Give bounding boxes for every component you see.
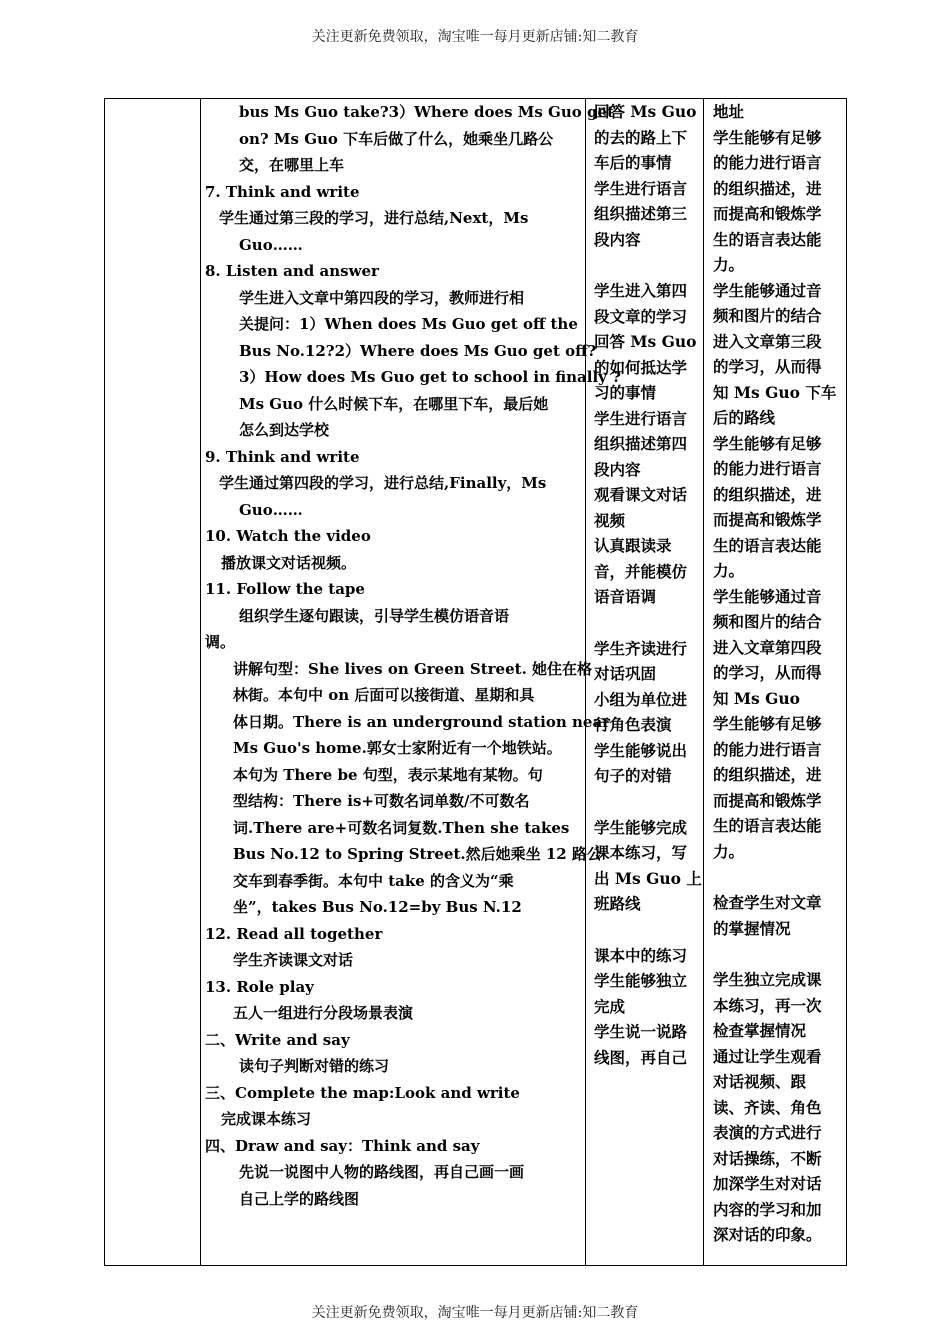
design-intent-line: 的能力进行语言: [713, 739, 822, 759]
design-intent-line: 学生能够有足够: [713, 127, 822, 147]
student-activity-line: 完成: [594, 996, 626, 1016]
design-intent-line: 频和图片的结合: [713, 306, 822, 325]
design-intent-line: 进入文章第三段: [713, 331, 822, 351]
student-activity-line: 课本练习，写: [594, 843, 688, 862]
step-heading: 10. Watch the video: [205, 527, 371, 545]
student-activity-line: 车后的事情: [594, 153, 672, 172]
design-intent-line: 学生独立完成课: [713, 970, 822, 989]
process-line: on? Ms Guo 下车后做了什么，她乘坐几路公: [239, 129, 554, 148]
design-intent-line: 的组织描述，进: [713, 178, 822, 198]
student-activity-line: 组织描述第四: [594, 434, 688, 453]
student-activity-line-spacer: [594, 789, 699, 815]
process-line: bus Ms Guo take?3）Where does Ms Guo get: [239, 103, 614, 121]
design-intent-line: 加深学生对对话: [713, 1174, 822, 1193]
design-intent-line-spacer: [713, 864, 842, 890]
stage-cell: [105, 99, 201, 1266]
design-intent-line: 学生能够通过音: [713, 280, 822, 300]
design-intent-line: 的能力进行语言: [713, 459, 822, 478]
student-activity-line: 学生能够完成: [594, 817, 688, 837]
step-heading: 四、Draw and say：Think and say: [205, 1136, 480, 1155]
design-intent-line: 的学习，从而得: [713, 357, 822, 376]
student-activity-line-spacer: [594, 252, 699, 278]
student-activity-line: 音，并能模仿: [594, 561, 688, 581]
student-activity-line: 的去的路上下: [594, 127, 688, 147]
student-activity-line: 的如何抵达学: [594, 357, 688, 377]
design-intent-line: 生的语言表达能: [713, 816, 822, 835]
design-intent-line: 对话视频、跟: [713, 1072, 807, 1091]
design-intent-line: 知 Ms Guo: [713, 688, 801, 708]
student-activity-line: 视频: [594, 510, 626, 530]
design-intent-line: 的组织描述，进: [713, 765, 822, 784]
design-intent-line: 学生能够有足够: [713, 714, 822, 733]
process-line: Guo……: [239, 500, 303, 519]
step-heading: 13. Role play: [205, 977, 314, 996]
student-activity-line: 班路线: [594, 894, 641, 913]
process-line: Guo……: [239, 235, 303, 254]
design-intent-line: 的组织描述，进: [713, 484, 822, 504]
student-activity-line: 段内容: [594, 229, 641, 249]
student-activity-line: 语音语调: [594, 587, 657, 606]
design-intent-line: 力。: [713, 255, 745, 274]
process-line: 读句子判断对错的练习: [239, 1057, 390, 1075]
process-line: Ms Guo 什么时候下车，在哪里下车，最后她: [239, 394, 549, 413]
student-activity-line: 认真跟读录: [594, 536, 672, 555]
design-intent-line: 频和图片的结合: [713, 612, 822, 631]
student-activity-line: 句子的对错: [594, 766, 672, 785]
process-line: 型结构：There is+可数名词单数/不可数名: [233, 792, 530, 810]
process-line: 词.There are+可数名词复数.Then she takes: [233, 818, 570, 837]
page-header: 关注更新免费领取，淘宝唯一每月更新店铺:知二教育: [311, 29, 639, 45]
process-line: Bus No.12 to Spring Street.然后她乘坐 12 路公: [233, 845, 602, 863]
design-intent-line: 而提高和锻炼学: [713, 510, 822, 529]
design-intent-line: 而提高和锻炼学: [713, 790, 822, 810]
student-activity-line: 学生能够独立: [594, 971, 688, 990]
design-intent-line: 后的路线: [713, 408, 776, 427]
process-line: 学生齐读课文对话: [233, 951, 354, 969]
student-activity-line: 学生齐读进行: [594, 638, 688, 658]
design-intent-line: 而提高和锻炼学: [713, 204, 822, 223]
student-activity-cell: [586, 99, 704, 1266]
step-heading: 二、Write and say: [205, 1030, 350, 1049]
design-intent-line: 生的语言表达能: [713, 229, 822, 249]
student-activity-line: 学生进行语言: [594, 178, 688, 198]
student-activity-line: 出 Ms Guo 上: [594, 868, 702, 888]
student-activity-line: 回答 Ms Guo: [594, 332, 697, 351]
step-heading: 9. Think and write: [205, 447, 360, 466]
design-intent-line: 生的语言表达能: [713, 535, 822, 555]
design-intent-line: 的能力进行语言: [713, 153, 822, 172]
design-intent-line: 学生能够有足够: [713, 433, 822, 453]
process-line: Ms Guo's home.郭女士家附近有一个地铁站。: [233, 739, 562, 757]
student-activity-line: 对话巩固: [594, 664, 657, 683]
lesson-table: [104, 98, 847, 1266]
process-line: 五人一组进行分段场景表演: [233, 1004, 414, 1022]
process-line: 完成课本练习: [221, 1110, 312, 1128]
design-intent-line: 检查学生对文章: [713, 893, 822, 912]
process-line: 学生进入文章中第四段的学习，教师进行相: [239, 288, 525, 307]
step-heading: 7. Think and write: [205, 182, 360, 201]
design-intent-line: 力。: [713, 561, 745, 580]
student-activity-line: 学生说一说路: [594, 1022, 688, 1041]
design-intent-cell: [704, 99, 847, 1266]
design-intent-line: 地址: [713, 102, 745, 121]
student-activity-line: 回答 Ms Guo: [594, 102, 697, 121]
process-line: 体日期。There is an underground station near: [233, 712, 611, 731]
process-line: 学生通过第三段的学习，进行总结,Next，Ms: [219, 209, 529, 227]
process-line: 调。: [205, 633, 236, 651]
process-line: 组织学生逐句跟读，引导学生模仿语音语: [239, 606, 510, 625]
student-activity-line: 段文章的学习: [594, 306, 688, 326]
student-activity-line: 观看课文对话: [594, 485, 688, 504]
student-activity-line: 行角色表演: [594, 715, 672, 734]
process-line: 交车到春季街。本句中 take 的含义为“乘: [233, 871, 514, 890]
step-heading: 11. Follow the tape: [205, 580, 365, 598]
design-intent-line: 进入文章第四段: [713, 637, 822, 657]
student-activity-line: 学生能够说出: [594, 740, 688, 760]
design-intent-line: 内容的学习和加: [713, 1199, 822, 1219]
design-intent-line: 力。: [713, 841, 745, 861]
design-intent-line: 的学习，从而得: [713, 663, 822, 682]
process-line: 先说一说图中人物的路线图，再自己画一画: [239, 1163, 525, 1181]
step-heading: 三、Complete the map:Look and write: [205, 1083, 520, 1102]
design-intent-line: 表演的方式进行: [713, 1123, 822, 1142]
process-line: 关提问：1）When does Ms Guo get off the: [239, 315, 578, 333]
student-activity-line: 组织描述第三: [594, 204, 688, 223]
design-intent-line: 的掌握情况: [713, 918, 791, 938]
student-activity-line: 学生进入第四: [594, 281, 688, 300]
process-line: 林街。本句中 on 后面可以接街道、星期和具: [233, 686, 535, 704]
student-activity-line-spacer: [594, 917, 699, 943]
design-intent-line: 检查掌握情况: [713, 1021, 807, 1040]
design-intent-line-spacer: [713, 941, 842, 967]
process-line: 学生通过第四段的学习，进行总结,Finally，Ms: [219, 474, 547, 492]
student-activity-line: 线图，再自己: [594, 1047, 688, 1067]
design-intent-line: 对话操练，不断: [713, 1148, 822, 1168]
step-heading: 8. Listen and answer: [205, 262, 379, 280]
process-line: Bus No.12?2）Where does Ms Guo get off?: [239, 341, 597, 360]
process-line: 本句为 There be 句型，表示某地有某物。句: [233, 765, 543, 784]
process-line: 交，在哪里上车: [239, 156, 345, 174]
student-activity-line: 课本中的练习: [594, 945, 688, 965]
process-line: 3）How does Ms Guo get to school in finally ?: [239, 368, 621, 386]
student-activity-line: 段内容: [594, 459, 641, 479]
page-footer: 关注更新免费领取，淘宝唯一每月更新店铺:知二教育: [311, 1305, 639, 1321]
process-line: 坐”，takes Bus No.12=by Bus N.12: [233, 898, 522, 916]
design-intent-line: 学生能够通过音: [713, 586, 822, 606]
student-activity-line: 学生进行语言: [594, 408, 688, 428]
design-intent-line: 本练习，再一次: [713, 995, 822, 1015]
process-line: 讲解句型：She lives on Green Street. 她住在格: [233, 659, 593, 678]
process-line: 自己上学的路线图: [239, 1189, 360, 1208]
student-activity-line-spacer: [594, 610, 699, 636]
student-activity-line: 习的事情: [594, 383, 657, 402]
student-activity-line: 小组为单位进: [594, 689, 688, 709]
process-line: 怎么到达学校: [239, 421, 330, 439]
design-intent-line: 读、齐读、角色: [713, 1097, 822, 1117]
process-line: 播放课文对话视频。: [221, 553, 357, 572]
design-intent-line: 知 Ms Guo 下车: [713, 382, 837, 402]
design-intent-line: 通过让学生观看: [713, 1046, 822, 1066]
design-intent-line: 深对话的印象。: [713, 1225, 822, 1244]
step-heading: 12. Read all together: [205, 924, 383, 943]
